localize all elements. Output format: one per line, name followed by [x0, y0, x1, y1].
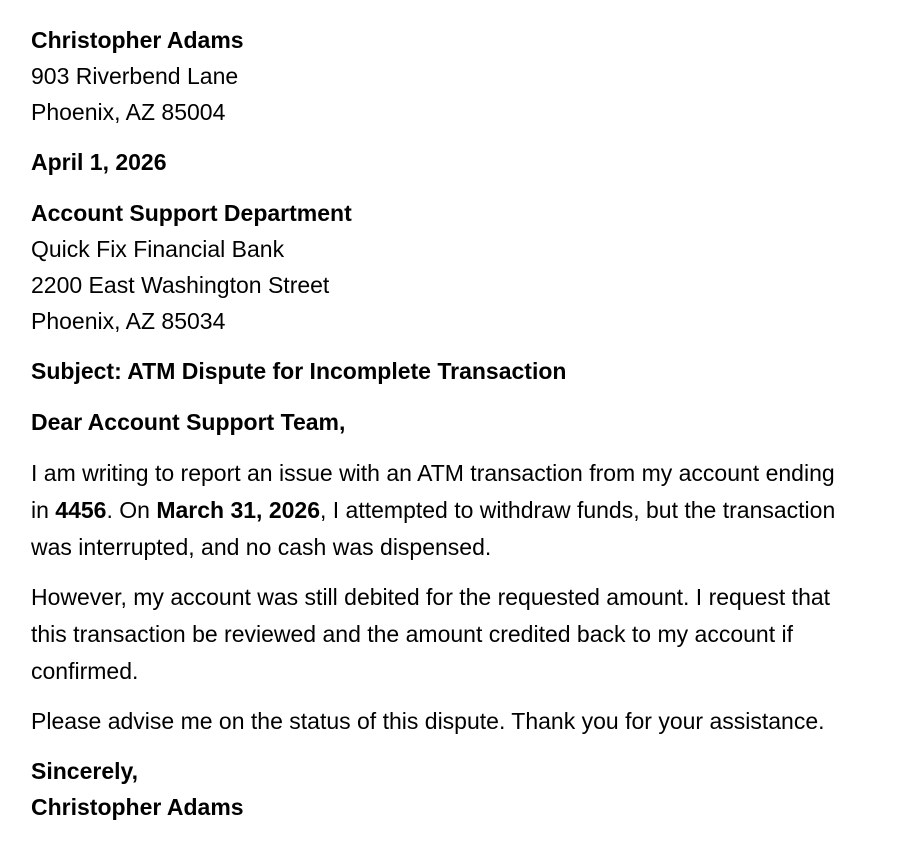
account-last-four: 4456: [55, 497, 107, 523]
subject-block: [31, 353, 851, 390]
transaction-date: March 31, 2026: [156, 497, 320, 523]
closing-block: [31, 753, 851, 825]
recipient-organization: Quick Fix Financial Bank: [31, 236, 285, 262]
sender-address-block: [31, 22, 851, 130]
recipient-department: Account Support Department: [31, 200, 352, 226]
letter-date: April 1, 2026: [31, 149, 167, 175]
paragraph-1-segment-3: , I attempted to withdraw funds, but the transaction was interrupted, and no cash was dispensed.: [31, 497, 836, 560]
valediction: Sincerely,: [31, 758, 138, 784]
paragraph-1-segment-2: . On: [106, 497, 157, 523]
salutation: Dear Account Support Team,: [31, 409, 346, 435]
body-paragraph-1: [31, 455, 853, 566]
subject-line: Subject: ATM Dispute for Incomplete Transaction: [31, 358, 567, 384]
body-paragraph-2: However, my account was still debited for the requested amount. I request that this transaction be reviewed and the amount credited back to my account if confirmed.: [31, 584, 831, 684]
sender-street: 903 Riverbend Lane: [31, 63, 239, 89]
recipient-address-block: [31, 195, 851, 339]
sender-city-state-zip: Phoenix, AZ 85004: [31, 99, 226, 125]
recipient-street: 2200 East Washington Street: [31, 272, 330, 298]
recipient-city-state-zip: Phoenix, AZ 85034: [31, 308, 226, 334]
letter-date-block: [31, 144, 851, 181]
salutation-block: [31, 404, 851, 441]
paragraph-1-segment-1: I am writing to report an issue with an ATM transaction from my account ending in: [31, 460, 835, 523]
sender-name: Christopher Adams: [31, 27, 244, 53]
signature-name: Christopher Adams: [31, 794, 244, 820]
body-paragraph-3: Please advise me on the status of this dispute. Thank you for your assistance.: [31, 708, 825, 734]
